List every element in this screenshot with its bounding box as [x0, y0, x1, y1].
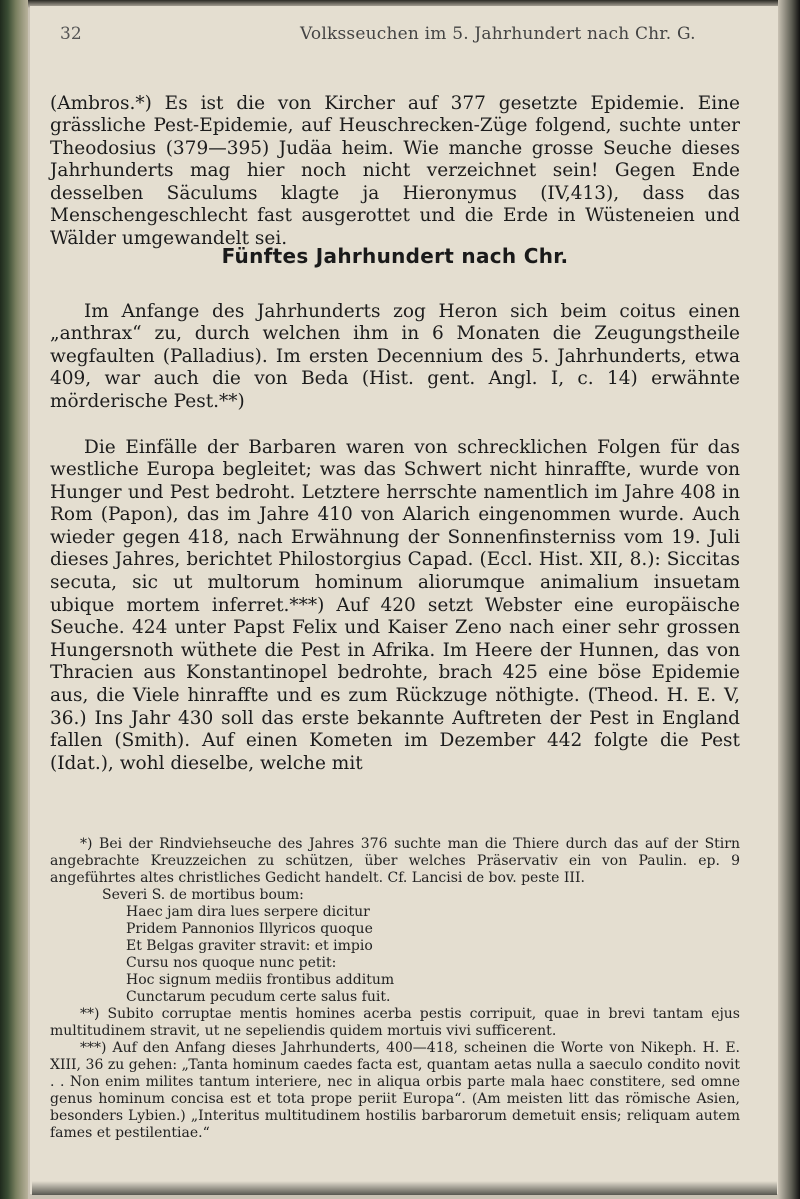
footnote-1-verse-heading: Severi S. de mortibus boum:	[102, 887, 304, 903]
page-bottom-shadow	[32, 1181, 777, 1195]
paragraph-3: Die Einfälle der Barbaren waren von schrecklichen Folgen für das westliche Europa begleitet; was das Schwert nicht hinraffte, wurde von Hunger und Pest bedroht. Letztere herrschte namentlich im Jahre 408 in Rom (Papon), das im Jahre 410 von Alarich eingenommen wurde. Auch wieder gegen 418, nach Erwähnung der Sonnenfinsterniss vom 19. Juli dieses Jahres, berichtet Philostorgius Capad. (Eccl. Hist. XII, 8.): Siccitas secuta, sic ut multorum hominum aliorumque animalium insuetam ubique mortem inferret.***) Auf 420 setzt Webster eine europäische Seuche. 424 unter Papst Felix und Kaiser Zeno nach einer sehr grossen Hungersnoth wüthete die Pest in Afrika. Im Heere der Hunnen, das von Thracien aus Konstantinopel bedrohte, brach 425 eine böse Epidemie aus, die Viele hinraffte und es zum Rückzuge nöthigte. (Theod. H. E. V, 36.) Ins Jahr 430 soll das erste bekannte Auftreten der Pest in England fallen (Smith). Auf einen Kometen im Dezember 442 folgte die Pest (Idat.), wohl dieselbe, welche mit	[50, 436, 740, 774]
running-head	[60, 24, 750, 52]
section-heading: Fünftes Jahrhundert nach Chr.	[221, 244, 569, 268]
footnotes	[50, 836, 740, 1142]
running-title: Volksseuchen im 5. Jahrhundert nach Chr. G.	[300, 24, 696, 44]
page-number: 32	[60, 24, 82, 44]
footnote-3: ***) Auf den Anfang dieses Jahrhunderts, 400—418, scheinen die Worte von Nikeph. H. E. XIII, 36 zu gehen: „Tanta hominum caedes facta est, quantam aetas nulla a saeculo condito novit . . Non enim milites tantum interiere, nec in aliqua orbis parte mala haec constitere, sed omne genus hominum concisa est et tota prope periit Europa“. (Am meisten litt das römische Asien, besonders Lybien.) „Interitus multitudinem hostilis barbarorum demetuit ensis; reliquam autem fames et pestilentiae.“	[50, 1040, 740, 1141]
footnote-1: *) Bei der Rindviehseuche des Jahres 376 suchte man die Thiere durch das auf der Stirn angebrachte Kreuzzeichen zu schützen, über welches Präservativ ein von Paulin. ep. 9 angeführtes altes christliches Gedicht handelt. Cf. Lancisi de bov. peste III.	[50, 836, 740, 886]
footnote-1-verse-line: Haec jam dira lues serpere dicitur	[126, 904, 370, 920]
footnote-1-verse-line: Hoc signum mediis frontibus additum	[126, 972, 395, 988]
footnote-1-verse-line: Cunctarum pecudum certe salus fuit.	[126, 989, 391, 1005]
footnote-1-verse-line: Et Belgas graviter stravit: et impio	[126, 938, 373, 954]
page-right-edge	[778, 0, 800, 1199]
footnote-2: **) Subito corruptae mentis homines acerba pestis corripuit, quae in brevi tantam ejus multitudinem stravit, ut ne sepeliendis quidem mortuis vivi sufficerent.	[50, 1006, 740, 1039]
paragraph-2: Im Anfange des Jahrhunderts zog Heron sich beim coitus einen „anthrax“ zu, durch welchen ihm in 6 Monaten die Zeugungstheile wegfaulten (Palladius). Im ersten Decennium des 5. Jahrhunderts, etwa 409, war auch die von Beda (Hist. gent. Angl. I, c. 14) erwähnte mörderische Pest.**)	[50, 300, 740, 412]
book-spine-edge	[0, 0, 28, 1199]
footnote-1-verse-line: Pridem Pannonios Illyricos quoque	[126, 921, 373, 937]
paragraph-1: (Ambros.*) Es ist die von Kircher auf 377 gesetzte Epidemie. Eine grässliche Pest-Epidemie, auf Heuschrecken-Züge folgend, suchte unter Theodosius (379—395) Judäa heim. Wie manche grosse Seuche dieses Jahrhunderts mag hier noch nicht verzeichnet sein! Gegen Ende desselben Säculums klagte ja Hieronymus (IV,413), dass das Menschengeschlecht fast ausgerottet und die Erde in Wüsteneien und Wälder umgewandelt sei.	[50, 92, 740, 250]
footnote-1-verse-line: Cursu nos quoque nunc petit:	[126, 955, 337, 971]
